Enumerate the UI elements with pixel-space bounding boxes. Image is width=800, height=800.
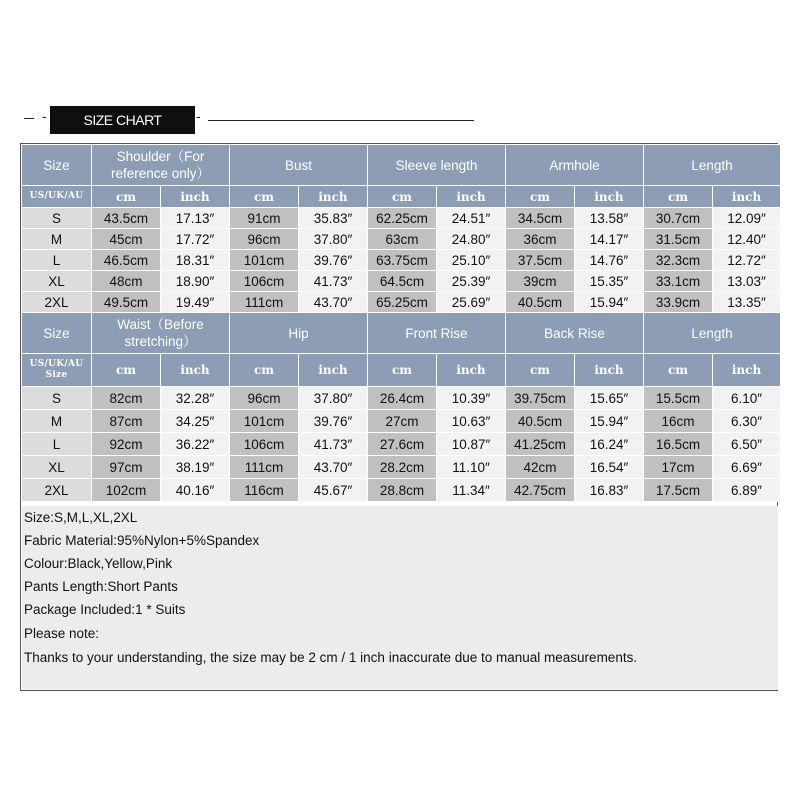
- cm-value-cell: 15.5cm: [644, 387, 713, 410]
- size-cell: M: [22, 410, 92, 433]
- note-line: Size:S,M,L,XL,2XL: [24, 510, 138, 525]
- cm-value-cell: 42cm: [506, 456, 575, 479]
- size-cell: M: [22, 229, 92, 250]
- unit-inch: inch: [299, 354, 368, 387]
- unit-cm: cm: [506, 186, 575, 208]
- inch-value-cell: 14.76″: [575, 250, 644, 271]
- inch-value-cell: 13.58″: [575, 208, 644, 229]
- inch-value-cell: 6.30″: [713, 410, 781, 433]
- inch-value-cell: 41.73″: [299, 433, 368, 456]
- cm-value-cell: 102cm: [92, 479, 161, 502]
- cm-value-cell: 97cm: [92, 456, 161, 479]
- inch-value-cell: 34.25″: [161, 410, 230, 433]
- cm-value-cell: 92cm: [92, 433, 161, 456]
- inch-value-cell: 40.16″: [161, 479, 230, 502]
- header-hip: Hip: [230, 313, 368, 354]
- header-right-mark: -: [196, 108, 201, 124]
- inch-value-cell: 38.19″: [161, 456, 230, 479]
- inch-value-cell: 18.31″: [161, 250, 230, 271]
- inch-value-cell: 36.22″: [161, 433, 230, 456]
- inch-value-cell: 11.10″: [437, 456, 506, 479]
- table-row: [22, 387, 781, 410]
- cm-value-cell: 45cm: [92, 229, 161, 250]
- cm-value-cell: 33.9cm: [644, 292, 713, 313]
- inch-value-cell: 11.34″: [437, 479, 506, 502]
- bottom-size-table: [21, 312, 781, 502]
- header-bust: Bust: [230, 145, 368, 186]
- table-row: [22, 410, 781, 433]
- header-size: Size: [22, 145, 92, 186]
- bottom-table-header-row: [22, 313, 781, 354]
- cm-value-cell: 39cm: [506, 271, 575, 292]
- cm-value-cell: 16cm: [644, 410, 713, 433]
- note-line: Pants Length:Short Pants: [24, 579, 178, 594]
- cm-value-cell: 49.5cm: [92, 292, 161, 313]
- unit-cm: cm: [644, 354, 713, 387]
- cm-value-cell: 28.8cm: [368, 479, 437, 502]
- cm-value-cell: 34.5cm: [506, 208, 575, 229]
- size-cell: S: [22, 208, 92, 229]
- inch-value-cell: 39.76″: [299, 410, 368, 433]
- header-size: Size: [22, 313, 92, 354]
- inch-value-cell: 17.72″: [161, 229, 230, 250]
- inch-value-cell: 6.89″: [713, 479, 781, 502]
- cm-value-cell: 42.75cm: [506, 479, 575, 502]
- cm-value-cell: 16.5cm: [644, 433, 713, 456]
- cm-value-cell: 28.2cm: [368, 456, 437, 479]
- size-cell: 2XL: [22, 292, 92, 313]
- cm-value-cell: 96cm: [230, 387, 299, 410]
- note-line: Thanks to your understanding, the size may be 2 cm / 1 inch inaccurate due to manual measurements.: [24, 650, 638, 665]
- inch-value-cell: 12.40″: [713, 229, 781, 250]
- unit-cm: cm: [368, 354, 437, 387]
- inch-value-cell: 24.51″: [437, 208, 506, 229]
- cm-value-cell: 62.25cm: [368, 208, 437, 229]
- cm-value-cell: 31.5cm: [644, 229, 713, 250]
- unit-inch: inch: [161, 186, 230, 208]
- inch-value-cell: 19.49″: [161, 292, 230, 313]
- inch-value-cell: 12.09″: [713, 208, 781, 229]
- unit-cm: cm: [506, 354, 575, 387]
- unit-inch: inch: [575, 354, 644, 387]
- top-size-table: [21, 144, 781, 313]
- inch-value-cell: 15.94″: [575, 292, 644, 313]
- size-cell: XL: [22, 271, 92, 292]
- note-line: Fabric Material:95%Nylon+5%Spandex: [24, 533, 260, 548]
- bottom-table-body: [22, 387, 781, 502]
- unit-cm: cm: [230, 186, 299, 208]
- inch-value-cell: 16.83″: [575, 479, 644, 502]
- table-row: [22, 292, 781, 313]
- unit-inch: inch: [161, 354, 230, 387]
- cm-value-cell: 96cm: [230, 229, 299, 250]
- header-length: Length: [644, 145, 781, 186]
- table-row: [22, 229, 781, 250]
- header-waist: Waist（Before stretching）: [92, 313, 230, 354]
- inch-value-cell: 25.10″: [437, 250, 506, 271]
- inch-value-cell: 15.65″: [575, 387, 644, 410]
- cm-value-cell: 65.25cm: [368, 292, 437, 313]
- cm-value-cell: 64.5cm: [368, 271, 437, 292]
- inch-value-cell: 37.80″: [299, 229, 368, 250]
- inch-value-cell: 17.13″: [161, 208, 230, 229]
- inch-value-cell: 6.10″: [713, 387, 781, 410]
- cm-value-cell: 101cm: [230, 250, 299, 271]
- header-left-mark: -: [42, 108, 47, 124]
- size-region-label: US/UK/AU Size: [22, 354, 92, 387]
- cm-value-cell: 63cm: [368, 229, 437, 250]
- inch-value-cell: 43.70″: [299, 456, 368, 479]
- table-row: [22, 271, 781, 292]
- unit-inch: inch: [437, 354, 506, 387]
- header-rule-right: [208, 120, 474, 121]
- unit-inch: inch: [713, 354, 781, 387]
- table-row: [22, 479, 781, 502]
- inch-value-cell: 39.76″: [299, 250, 368, 271]
- unit-cm: cm: [368, 186, 437, 208]
- inch-value-cell: 16.54″: [575, 456, 644, 479]
- inch-value-cell: 10.87″: [437, 433, 506, 456]
- inch-value-cell: 15.35″: [575, 271, 644, 292]
- cm-value-cell: 40.5cm: [506, 410, 575, 433]
- cm-value-cell: 33.1cm: [644, 271, 713, 292]
- cm-value-cell: 26.4cm: [368, 387, 437, 410]
- header-shoulder: Shoulder（For reference only）: [92, 145, 230, 186]
- unit-inch: inch: [437, 186, 506, 208]
- unit-cm: cm: [92, 186, 161, 208]
- header-front-rise: Front Rise: [368, 313, 506, 354]
- cm-value-cell: 82cm: [92, 387, 161, 410]
- inch-value-cell: 37.80″: [299, 387, 368, 410]
- inch-value-cell: 13.35″: [713, 292, 781, 313]
- table-row: [22, 250, 781, 271]
- cm-value-cell: 48cm: [92, 271, 161, 292]
- inch-value-cell: 43.70″: [299, 292, 368, 313]
- inch-value-cell: 6.69″: [713, 456, 781, 479]
- cm-value-cell: 116cm: [230, 479, 299, 502]
- cm-value-cell: 36cm: [506, 229, 575, 250]
- header-sleeve-length: Sleeve length: [368, 145, 506, 186]
- header-back-rise: Back Rise: [506, 313, 644, 354]
- header-armhole: Armhole: [506, 145, 644, 186]
- inch-value-cell: 10.63″: [437, 410, 506, 433]
- cm-value-cell: 27cm: [368, 410, 437, 433]
- cm-value-cell: 17cm: [644, 456, 713, 479]
- header-dash-left: [24, 118, 34, 119]
- cm-value-cell: 63.75cm: [368, 250, 437, 271]
- inch-value-cell: 41.73″: [299, 271, 368, 292]
- cm-value-cell: 37.5cm: [506, 250, 575, 271]
- top-table-body: [22, 208, 781, 313]
- cm-value-cell: 17.5cm: [644, 479, 713, 502]
- size-chart-header: [0, 100, 800, 140]
- cm-value-cell: 111cm: [230, 292, 299, 313]
- inch-value-cell: 10.39″: [437, 387, 506, 410]
- table-row: [22, 208, 781, 229]
- cm-value-cell: 27.6cm: [368, 433, 437, 456]
- inch-value-cell: 18.90″: [161, 271, 230, 292]
- cm-value-cell: 40.5cm: [506, 292, 575, 313]
- header-length: Length: [644, 313, 781, 354]
- inch-value-cell: 12.72″: [713, 250, 781, 271]
- note-line: Package Included:1 * Suits: [24, 602, 186, 617]
- cm-value-cell: 39.75cm: [506, 387, 575, 410]
- unit-cm: cm: [92, 354, 161, 387]
- inch-value-cell: 24.80″: [437, 229, 506, 250]
- inch-value-cell: 45.67″: [299, 479, 368, 502]
- size-region-label: US/UK/AU: [22, 186, 92, 208]
- cm-value-cell: 32.3cm: [644, 250, 713, 271]
- top-table-header-row: [22, 145, 781, 186]
- unit-inch: inch: [575, 186, 644, 208]
- cm-value-cell: 87cm: [92, 410, 161, 433]
- unit-inch: inch: [299, 186, 368, 208]
- cm-value-cell: 30.7cm: [644, 208, 713, 229]
- unit-cm: cm: [644, 186, 713, 208]
- table-row: [22, 433, 781, 456]
- inch-value-cell: 32.28″: [161, 387, 230, 410]
- inch-value-cell: 35.83″: [299, 208, 368, 229]
- inch-value-cell: 16.24″: [575, 433, 644, 456]
- cm-value-cell: 101cm: [230, 410, 299, 433]
- size-chart-title: SIZE CHART: [50, 106, 195, 134]
- inch-value-cell: 14.17″: [575, 229, 644, 250]
- cm-value-cell: 91cm: [230, 208, 299, 229]
- size-cell: 2XL: [22, 479, 92, 502]
- unit-inch: inch: [713, 186, 781, 208]
- cm-value-cell: 106cm: [230, 433, 299, 456]
- table-row: [22, 456, 781, 479]
- cm-value-cell: 46.5cm: [92, 250, 161, 271]
- cm-value-cell: 43.5cm: [92, 208, 161, 229]
- inch-value-cell: 6.50″: [713, 433, 781, 456]
- size-cell: S: [22, 387, 92, 410]
- cm-value-cell: 111cm: [230, 456, 299, 479]
- note-line: Please note:: [24, 626, 100, 641]
- size-cell: L: [22, 250, 92, 271]
- cm-value-cell: 41.25cm: [506, 433, 575, 456]
- unit-cm: cm: [230, 354, 299, 387]
- top-table-unit-row: [22, 186, 781, 208]
- inch-value-cell: 25.39″: [437, 271, 506, 292]
- cm-value-cell: 106cm: [230, 271, 299, 292]
- product-notes: [22, 506, 778, 690]
- note-line: Colour:Black,Yellow,Pink: [24, 556, 173, 571]
- inch-value-cell: 15.94″: [575, 410, 644, 433]
- bottom-table-unit-row: [22, 354, 781, 387]
- inch-value-cell: 13.03″: [713, 271, 781, 292]
- size-cell: XL: [22, 456, 92, 479]
- size-cell: L: [22, 433, 92, 456]
- inch-value-cell: 25.69″: [437, 292, 506, 313]
